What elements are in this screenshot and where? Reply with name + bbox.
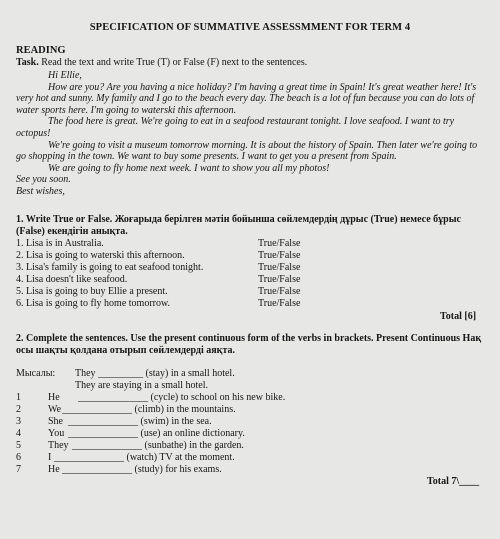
tf-item: 1. Lisa is in Australia. True/False — [16, 238, 301, 249]
letter-greeting: Hi Ellie, — [48, 70, 82, 81]
letter-closing-1: See you soon. — [16, 174, 71, 186]
tf-item: 6. Lisa is going to fly home tomorrow. True/False — [16, 298, 301, 309]
task-text: Read the text and write True (T) or False (F) next to the sentences. — [41, 57, 308, 68]
task-instruction — [16, 57, 486, 69]
letter-closing-2: Best wishes, — [16, 185, 65, 197]
example-label: Мысалы: — [16, 368, 56, 379]
tf-item: 2. Lisa is going to waterski this afternoon. True/False — [16, 250, 301, 261]
task1-total: Total [6] — [440, 311, 477, 322]
worksheet-page: SPECIFICATION OF SUMMATIVE ASSESSMMENT FOR TERM 4 READING Task. Read the text and write True (T) or False (F) next to the sentences. Hi Ellie, How are you? Are you having a nice holiday? I'm having a great time in Spain! It's great weather here! It's very hot and sunny. My family and I go to the beach every day. The beach is a lot of fun because you can do lots of water sports here. I'm going to waterski this afternoon. The food here is great. We're going to eat in a seafood restaurant tonight. I love seafood. I want to try octopus! We're going to visit a museum tomorrow morning. It is about the history of Spain. Then later we're going to go shopping in the town. We want to buy some presents. I want to get you a present from Spain. We are going to fly home next week. I want to show you all my photos! See you soon. Best wishes, 1. Write True or False. Жоғарыда берілген мәтін бойынша сөйлемдердің дұрыс (True) немесе бұрыс (False) екендігін анықта. 1. Lisa is in Australia. True/False 2. Lisa is going to waterski this afternoon. True/False 3. Lisa's family is going to eat seafood tonight. True/False 4. Lisa doesn't like seafood. True/False 5. Lisa is going to buy Ellie a present. True/False 6. Lisa is going to fly home tomorrow. True/False Total [6] 2. Complete the sentences. Use the present continuous form of the verbs in brackets. Present Continuous Нақ осы шақты қолдана отырып сөйлемдерді аяқта. Мысалы: They _________ (stay) in a small hotel. They are staying in a small hotel. 1 He ______________ (cycle) to school on his new bike. 2 We ______________ (climb) in the mountains. 3 She ______________ (swim) in the sea. 4 You ______________ (use) an online dictionary. 5 They ______________ (sunbathe) in the garden. 6 I ______________ (watch) TV at the moment. 7 He ______________ (study) for his exams. Total 7\____ — [0, 0, 500, 539]
example-sentence: They _________ (stay) in a small hotel. — [75, 368, 235, 379]
task2-total: Total 7\____ — [427, 476, 480, 487]
reading-heading: READING — [16, 45, 66, 56]
letter-paragraph-4: We are going to fly home next week. I want to show you all my photos! — [48, 162, 330, 174]
tf-item: 4. Lisa doesn't like seafood. True/False — [16, 274, 301, 285]
tf-answer: True/False — [258, 250, 301, 261]
tf-answer: True/False — [258, 286, 301, 297]
tf-answer: True/False — [258, 298, 301, 309]
letter-text — [16, 70, 486, 198]
letter-paragraph-3: We're going to visit a museum tomorrow morning. It is about the history of Spain. Then later we're going to go shopping in the town. We want to buy some presents. I want to get you a present from Spain. — [16, 139, 478, 163]
task2-heading: 2. Complete the sentences. Use the present continuous form of the verbs in brackets. Present Continuous Нақ осы шақты қолдана отырып сөйлемдерді аяқта. — [16, 333, 482, 356]
task1-heading: 1. Write True or False. Жоғарыда берілген мәтін бойынша сөйлемдердің дұрыс (True) немесе бұрыс (False) екендігін анықта. — [16, 214, 461, 237]
page-title: SPECIFICATION OF SUMMATIVE ASSESSMMENT FOR TERM 4 — [89, 22, 411, 33]
tf-answer: True/False — [258, 262, 301, 273]
example-answer: They are staying in a small hotel. — [75, 380, 209, 391]
tf-answer: True/False — [258, 238, 301, 249]
letter-paragraph-1: How are you? Are you having a nice holiday? I'm having a great time in Spain! It's great weather here! It's very hot and sunny. My family and I go to the beach every day. The beach is a lot of fun because you can do lots of water sports here. I'm going to waterski this afternoon. — [16, 81, 477, 116]
task-label: Task. — [16, 57, 39, 68]
tf-item: 3. Lisa's family is going to eat seafood tonight. True/False — [16, 262, 301, 273]
letter-paragraph-2: The food here is great. We're going to eat in a seafood restaurant tonight. I love seafood. I want to try octopus! — [16, 116, 455, 139]
tf-answer: True/False — [258, 274, 301, 285]
tf-item: 5. Lisa is going to buy Ellie a present. True/False — [16, 286, 301, 297]
